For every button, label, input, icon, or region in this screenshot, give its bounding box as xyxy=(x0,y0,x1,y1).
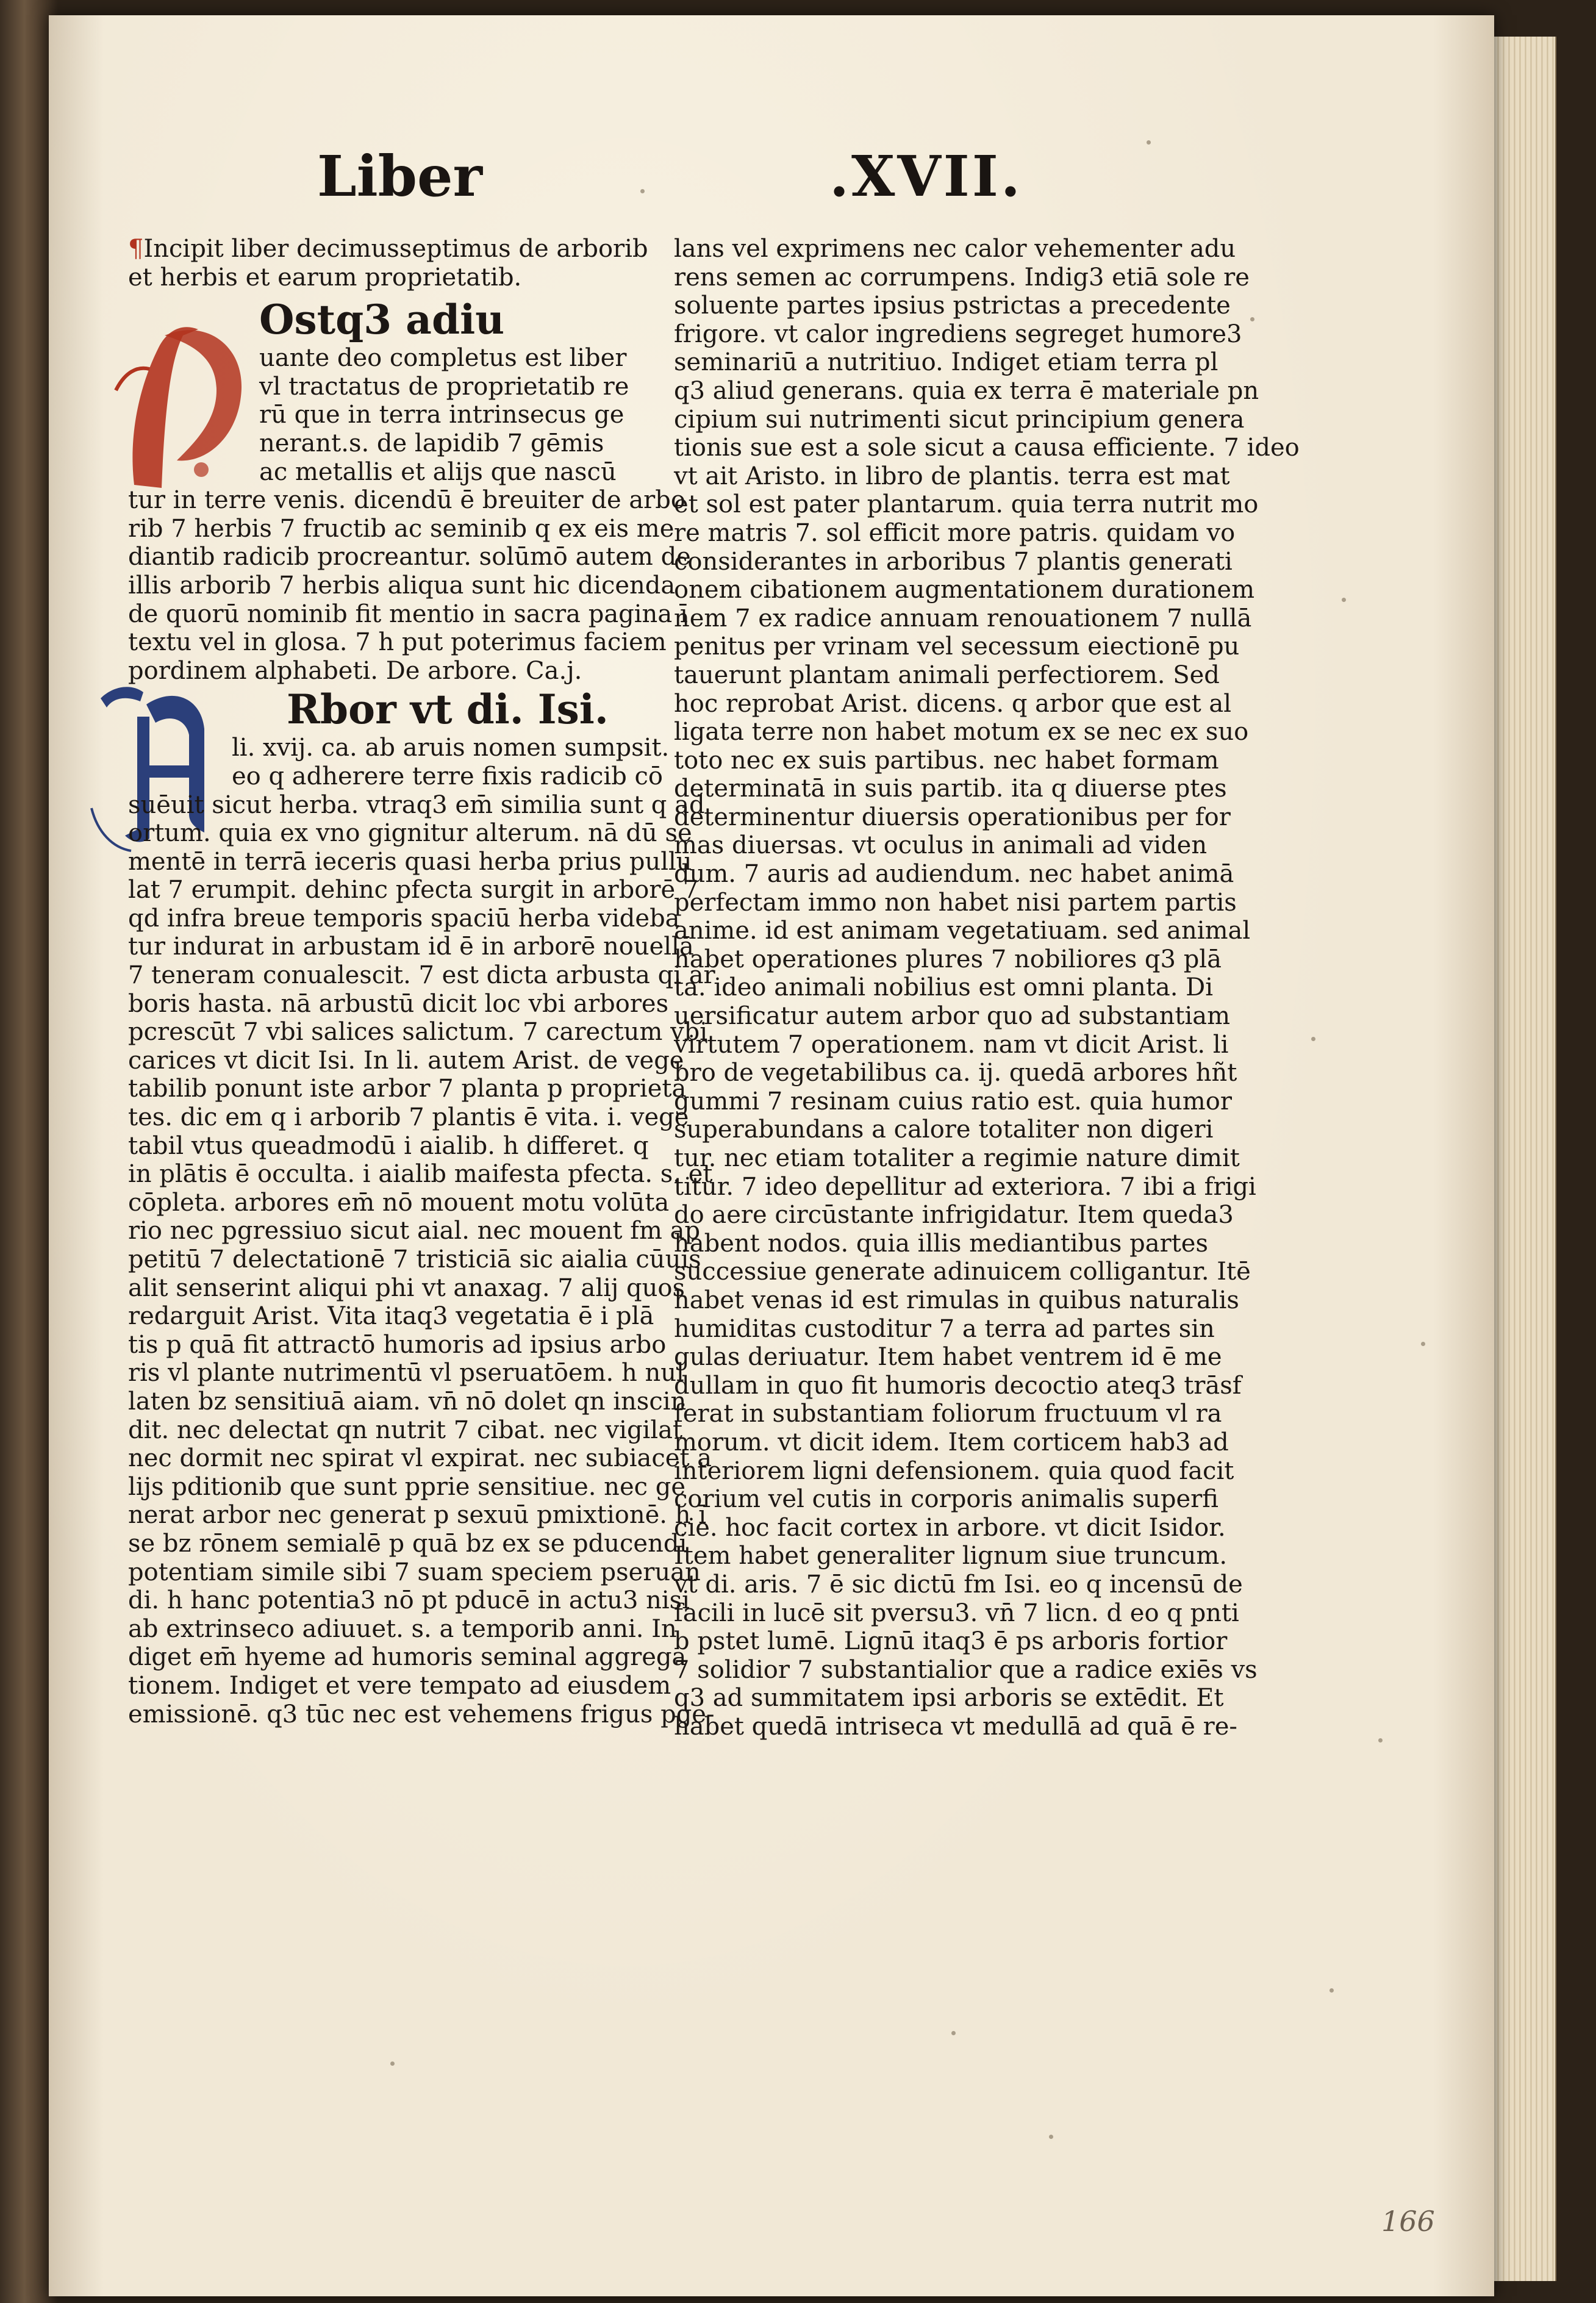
text-line: determinatā in suis partib. ita q diuerse ptes xyxy=(674,775,1227,803)
text-line: lijs pditionib que sunt pprie sensitiue. nec ge xyxy=(128,1472,686,1501)
text-line: 7 teneram conualescit. 7 est dicta arbusta qi ar xyxy=(128,961,715,990)
text-line: ab extrinseco adiuuet. s. a temporib anni. In xyxy=(128,1614,677,1643)
text-line: lat 7 erumpit. dehinc pfecta surgit in arborē 7 xyxy=(128,876,699,904)
opening-words-arbor: Rbor vt di. Isi. xyxy=(287,686,609,734)
text-line: vt ait Aristo. in libro de plantis. terra est mat xyxy=(674,462,1230,490)
dropcap-line: li. xvij. ca. ab aruis nomen sumpsit. xyxy=(232,734,670,762)
text-line: ligata terre non habet motum ex se nec ex suo xyxy=(674,718,1249,747)
page-edge xyxy=(1488,37,1556,2281)
text-line: onem cibationem augmentationem durationem xyxy=(674,576,1255,604)
text-line: b pstet lumē. Lignū itaq3 ē ps arboris fortior xyxy=(674,1627,1228,1656)
text-line: Item habet generaliter lignum siue truncum. xyxy=(674,1542,1228,1571)
text-line: tabil vtus queadmodū i aialib. h differet. q xyxy=(128,1131,649,1160)
text-line: cōpleta. arbores em̄ nō mouent motu volūta xyxy=(128,1188,670,1217)
text-line: re matris 7. sol efficit more patris. quidam vo xyxy=(674,518,1236,547)
text-line: humiditas custoditur 7 a terra ad partes sin xyxy=(674,1314,1215,1343)
text-line: textu vel in glosa. 7 h put poterimus faciem xyxy=(128,628,667,657)
text-line: habet quedā intriseca vt medullā ad quā ē re- xyxy=(674,1712,1237,1741)
incipit-line-2: et herbis et earum proprietatib. xyxy=(128,263,522,292)
paper-speck xyxy=(1421,1342,1425,1346)
text-line: mas diuersas. vt oculus in animali ad viden xyxy=(674,831,1208,860)
text-line: q3 aliud generans. quia ex terra ē materiale pn xyxy=(674,376,1259,405)
text-line: vt di. aris. 7 ē sic dictū fm Isi. eo q incensū de xyxy=(674,1570,1243,1599)
paper-speck xyxy=(1250,317,1254,321)
text-line: uersificatur autem arbor quo ad substantiam xyxy=(674,1002,1231,1031)
text-line: tabilib ponunt iste arbor 7 planta p proprieta xyxy=(128,1075,687,1103)
paper-speck xyxy=(1311,1037,1315,1041)
text-line: pcrescūt 7 vbi salices salictum. 7 carectum vbi xyxy=(128,1018,708,1047)
dropcap-line: rū que in terra intrinsecus ge xyxy=(259,401,624,429)
incipit-paragraph-mark: ¶ xyxy=(128,235,144,263)
text-line: rio nec pgressiuo sicut aial. nec mouent fm ap xyxy=(128,1217,701,1245)
text-line: tauerunt plantam animali perfectiorem. Sed xyxy=(674,661,1220,689)
running-head-left: Liber xyxy=(317,143,482,209)
text-line: ta. ideo animali nobilius est omni planta. Di xyxy=(674,973,1214,1002)
text-line: dum. 7 auris ad audiendum. nec habet animā xyxy=(674,860,1234,889)
text-line: superabundans a calore totaliter non digeri xyxy=(674,1116,1214,1144)
text-line: et sol est pater plantarum. quia terra nutrit mo xyxy=(674,490,1259,519)
text-line: tionis sue est a sole sicut a causa efficiente. 7 ideo xyxy=(674,434,1300,462)
text-line: determinentur diuersis operationibus per for xyxy=(674,803,1231,831)
opening-words: Ostq3 adiu xyxy=(259,296,505,344)
text-line: interiorem ligni defensionem. quia quod facit xyxy=(674,1456,1234,1485)
dropcap-line: ac metallis et alijs que nascū xyxy=(259,457,617,486)
text-line: nerat arbor nec generat p sexuū pmixtionē. h ī xyxy=(128,1501,706,1530)
text-line: do aere circūstante infrigidatur. Item queda3 xyxy=(674,1201,1234,1230)
running-head-right: .XVII. xyxy=(829,143,1023,209)
dropcap-line: uante deo completus est liber xyxy=(259,344,627,373)
text-line: 7 solidior 7 substantialior que a radice exiēs vs xyxy=(674,1655,1258,1684)
text-line: anime. id est animam vegetatiuam. sed animal xyxy=(674,917,1251,945)
text-line: nec dormit nec spirat vl expirat. nec subiacet a xyxy=(128,1444,712,1473)
text-line: gummi 7 resinam cuius ratio est. quia humor xyxy=(674,1087,1232,1116)
text-line: perfectam immo non habet nisi partem partis xyxy=(674,888,1237,917)
text-line: lans vel exprimens nec calor vehementer adu xyxy=(674,235,1236,263)
text-line: hoc reprobat Arist. dicens. q arbor que est al xyxy=(674,689,1232,718)
text-line: bro de vegetabilibus ca. ij. quedā arbores hñt xyxy=(674,1059,1237,1087)
text-line: cie. hoc facit cortex in arbore. vt dicit Isidor. xyxy=(674,1513,1226,1542)
text-line: rib 7 herbis 7 fructib ac seminib q ex eis me xyxy=(128,514,675,543)
chapter-heading-line: pordinem alphabeti. De arbore. Ca.j. xyxy=(128,656,582,685)
paper-speck xyxy=(390,2061,395,2066)
text-line: redarguit Arist. Vita itaq3 vegetatia ē i plā xyxy=(128,1302,654,1331)
text-line: considerantes in arboribus 7 plantis generati xyxy=(674,547,1233,576)
text-line: diget em̄ hyeme ad humoris seminal aggrega xyxy=(128,1643,687,1672)
text-line: successiue generate adinuicem colligantur. Itē xyxy=(674,1258,1251,1286)
text-line: titur. 7 ideo depellitur ad exteriora. 7 ibi a frigi xyxy=(674,1172,1256,1201)
text-line: facili in lucē sit pversu3. vn̄ 7 licn. d eo q pnti xyxy=(674,1599,1239,1627)
text-line: illis arborib 7 herbis aliqua sunt hic dicenda xyxy=(128,571,676,600)
text-line: tur. nec etiam totaliter a regimie nature dimit xyxy=(674,1144,1240,1172)
text-line: dullam in quo fit humoris decoctio ateq3 trāsf xyxy=(674,1371,1242,1400)
text-line: qd infra breue temporis spaciū herba videba xyxy=(128,904,680,933)
paper-speck xyxy=(1049,2135,1053,2139)
paper-speck xyxy=(1329,1988,1334,1993)
text-line: ris vl plante nutrimentū vl pseruatōem. h nul xyxy=(128,1359,684,1388)
text-line: tes. dic em q i arborib 7 plantis ē vita. i. vege xyxy=(128,1103,689,1132)
text-line: rens semen ac corrumpens. Indig3 etiā sole re xyxy=(674,263,1250,292)
text-line: alit senserint aliqui phi vt anaxag. 7 alij quos xyxy=(128,1273,685,1302)
text-line: frigore. vt calor ingrediens segreget humore3 xyxy=(674,320,1242,348)
text-line: habet operationes plures 7 nobiliores q3 plā xyxy=(674,945,1222,973)
text-line: di. h hanc potentia3 nō pt pducē in actu3 nisi xyxy=(128,1586,690,1615)
text-line: de quorū nominib fit mentio in sacra pagina ī xyxy=(128,600,688,628)
text-line: emissionē. q3 tūc nec est vehemens frigus pge- xyxy=(128,1700,715,1728)
text-line: habet venas id est rimulas in quibus naturalis xyxy=(674,1286,1239,1314)
text-line: ferat in substantiam foliorum fructuum vl ra xyxy=(674,1400,1222,1428)
text-line: tur in terre venis. dicendū ē breuiter de arbo xyxy=(128,486,685,515)
left-column xyxy=(128,235,715,1728)
text-line: habent nodos. quia illis mediantibus partes xyxy=(674,1229,1208,1258)
text-line: se bz rōnem semialē p quā bz ex se pducendi xyxy=(128,1529,687,1558)
right-column xyxy=(674,235,1300,1741)
incipit-line-1: ¶Incipit liber decimusseptimus de arborib xyxy=(128,235,648,263)
text-line: tis p quā fit attractō humoris ad ipsius arbo xyxy=(128,1330,667,1359)
text-line: dit. nec delectat qn nutrit 7 cibat. nec vigilat xyxy=(128,1416,683,1444)
text-line: gulas deriuatur. Item habet ventrem id ē me xyxy=(674,1343,1222,1372)
text-line: laten bz sensitiuā aiam. vn̄ nō dolet qn inscin xyxy=(128,1387,687,1416)
paper-speck xyxy=(951,2031,956,2035)
text-line: potentiam simile sibi 7 suam speciem pseruan xyxy=(128,1558,701,1586)
text-line: ortum. quia ex vno gignitur alterum. nā dū se xyxy=(128,819,692,848)
text-line: toto nec ex suis partibus. nec habet formam xyxy=(674,746,1219,775)
text-line: tionem. Indiget et vere tempato ad eiusdem xyxy=(128,1671,671,1700)
text-line: carices vt dicit Isi. In li. autem Arist. de vege xyxy=(128,1046,684,1075)
paper-speck xyxy=(1147,140,1151,145)
text-line: corium vel cutis in corporis animalis superfi xyxy=(674,1485,1218,1514)
dropcap-line: eo q adherere terre fixis radicib cō xyxy=(232,762,663,790)
text-line: boris hasta. nā arbustū dicit loc vbi arbores xyxy=(128,989,669,1018)
folio-number: 166 xyxy=(1381,2205,1435,2238)
dropcap-line: nerant.s. de lapidib 7 gēmis xyxy=(259,429,604,457)
text-line: petitū 7 delectationē 7 tristiciā sic aialia cūuis xyxy=(128,1245,701,1273)
dropcap-line: vl tractatus de proprietatib re xyxy=(259,372,629,401)
text-line: in plātis ē occulta. i aialib maifesta pfecta. s. et xyxy=(128,1160,713,1189)
text-line: morum. vt dicit idem. Item corticem hab3 ad xyxy=(674,1428,1229,1456)
drop-cap-a-letter: A xyxy=(88,674,89,675)
text-line: tur indurat in arbustam id ē in arborē nouellā xyxy=(128,933,694,961)
drop-cap-p-letter: P xyxy=(91,311,92,312)
text-line: seminariū a nutritiuo. Indiget etiam terra pl xyxy=(674,348,1218,377)
text-line: mentē in terrā ieceris quasi herba prius pullu xyxy=(128,847,692,876)
text-line: nem 7 ex radice annuam renouationem 7 nullā xyxy=(674,604,1252,632)
paper-speck xyxy=(1378,1738,1383,1742)
paper-speck xyxy=(640,189,645,193)
text-line: virtutem 7 operationem. nam vt dicit Arist. li xyxy=(674,1030,1229,1059)
text-line: penitus per vrinam vel secessum eiectionē pu xyxy=(674,632,1240,661)
text-line: diantib radicib procreantur. solūmō autem de xyxy=(128,543,691,571)
paper-speck xyxy=(1342,598,1346,602)
text-line: q3 ad summitatem ipsi arboris se extēdit. Et xyxy=(674,1684,1224,1713)
text-line: soluente partes ipsius pstrictas a precedente xyxy=(674,292,1231,320)
text-line: suēuit sicut herba. vtraq3 em̄ similia sunt q ad xyxy=(128,790,705,819)
text-line: cipium sui nutrimenti sicut principium genera xyxy=(674,405,1245,434)
